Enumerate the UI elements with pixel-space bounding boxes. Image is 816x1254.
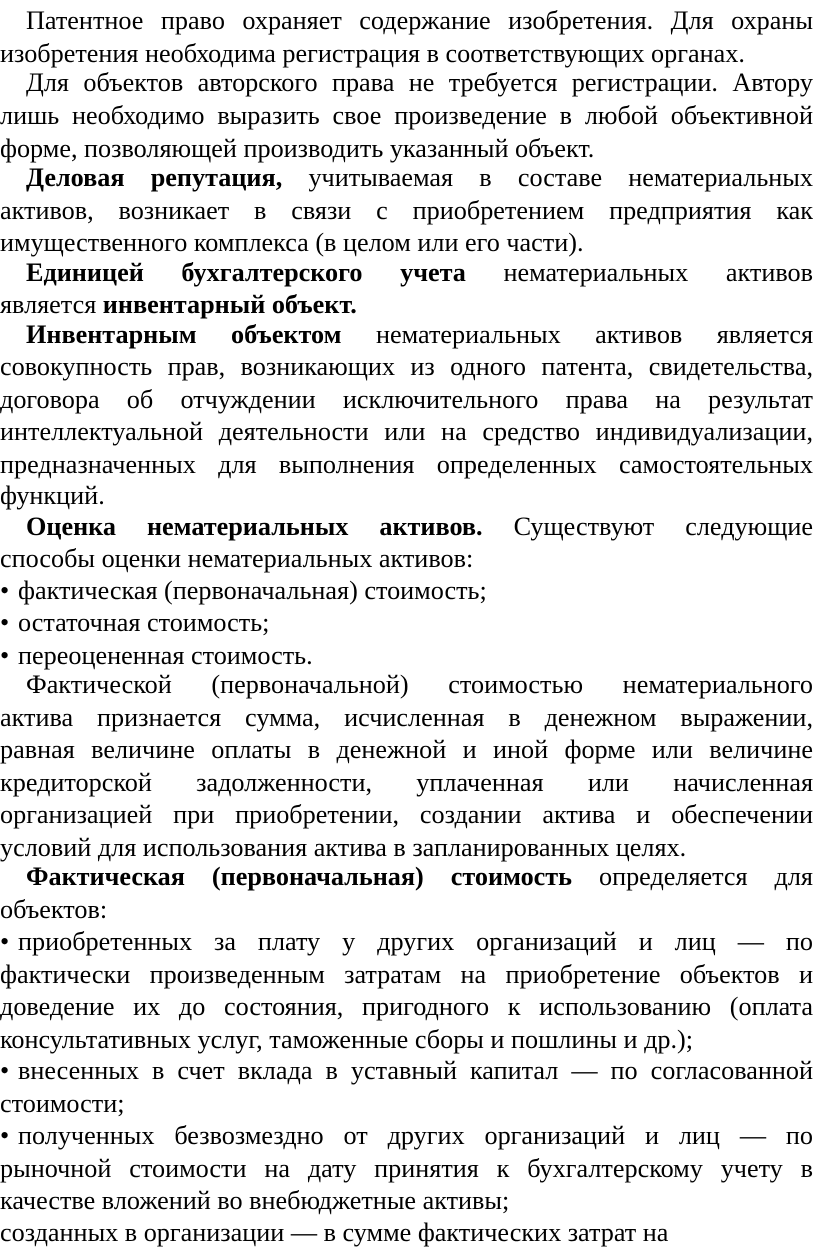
paragraph-text: учитываемая в составе нематериальных bbox=[282, 162, 813, 192]
bullet: • bbox=[0, 608, 10, 638]
list-item bbox=[0, 925, 813, 960]
paragraph-line: Для объектов авторского права не требуется регистрации. Автору bbox=[26, 68, 813, 97]
list-item bbox=[0, 1054, 813, 1089]
bold-term: Фактическая (первоначальная) стоимость bbox=[26, 861, 572, 891]
paragraph-line: актива признается сумма, исчисленная в денежном выражении, bbox=[0, 703, 813, 733]
paragraph-text: Существуют следующие bbox=[482, 511, 813, 541]
list-item-text: остаточная стоимость; bbox=[18, 608, 270, 638]
list-item-text: фактическая (первоначальная) стоимость; bbox=[18, 576, 487, 606]
paragraph-line: рыночной стоимости на дату принятия к бухгалтерскому учету в bbox=[0, 1154, 813, 1184]
list-item bbox=[0, 606, 813, 641]
paragraph-line: кредиторской задолженности, уплаченная или начисленная bbox=[0, 768, 813, 797]
paragraph-line: условий для использования актива в запланированных целях. bbox=[0, 832, 687, 862]
paragraph-line: созданных в организации — в сумме фактических затрат на bbox=[0, 1218, 669, 1247]
list-item bbox=[0, 574, 813, 609]
paragraph-line bbox=[26, 161, 813, 196]
paragraph-line: организацией при приобретении, создании актива и обеспечении bbox=[0, 799, 813, 829]
bold-term: инвентарный объект. bbox=[102, 289, 357, 319]
paragraph-line: изобретения необходима регистрация в соответствующих органах. bbox=[0, 38, 745, 68]
list-item-text: полученных безвозмездно от других организаций и лиц — по bbox=[18, 1121, 813, 1151]
paragraph-line: фактически произведенным затратам на приобретение объектов и bbox=[0, 959, 813, 989]
list-item-text: переоцененная стоимость. bbox=[18, 641, 313, 671]
paragraph-line: качестве вложений во внебюджетные активы; bbox=[0, 1186, 510, 1216]
paragraph-text: определяется для bbox=[572, 861, 813, 891]
bullet: • bbox=[0, 1056, 10, 1086]
list-item bbox=[0, 1119, 813, 1154]
paragraph-line: способы оценки нематериальных активов: bbox=[0, 544, 474, 574]
paragraph-line: Патентное право охраняет содержание изобретения. Для охраны bbox=[26, 6, 813, 35]
paragraph-text: нематериальных активов bbox=[465, 257, 813, 287]
bullet: • bbox=[0, 926, 10, 956]
bold-term: Оценка нематериальных активов. bbox=[26, 511, 483, 541]
paragraph-line bbox=[26, 510, 813, 545]
list-item-text: внесенных в счет вклада в уставный капитал — по согласованной bbox=[18, 1056, 813, 1086]
paragraph-line bbox=[26, 256, 813, 291]
bold-term: Единицей бухгалтерского учета bbox=[26, 257, 466, 287]
paragraph-line bbox=[26, 318, 813, 353]
bullet: • bbox=[0, 641, 10, 671]
paragraph-line: объектов: bbox=[0, 894, 108, 924]
paragraph-line: Фактической (первоначальной) стоимостью нематериального bbox=[26, 670, 813, 700]
paragraph-line: имущественного комплекса (в целом или его части). bbox=[0, 227, 584, 257]
paragraph-line: консультативных услуг, таможенные сборы и пошлины и др.); bbox=[0, 1024, 694, 1054]
bullet: • bbox=[0, 576, 10, 606]
list-item-text: приобретенных за плату у других организаций и лиц — по bbox=[18, 926, 813, 956]
paragraph-text: нематериальных активов является bbox=[341, 319, 813, 349]
paragraph-line: стоимости; bbox=[0, 1089, 125, 1119]
bullet: • bbox=[0, 1121, 10, 1151]
paragraph-line: функций. bbox=[0, 481, 105, 511]
paragraph-line: предназначенных для выполнения определенных самостоятельных bbox=[0, 449, 813, 479]
paragraph-line bbox=[26, 860, 813, 895]
paragraph-line: равная величине оплаты в денежной и иной форме или величине bbox=[0, 735, 813, 765]
bold-term: Инвентарным объектом bbox=[26, 319, 342, 349]
paragraph-line: лишь необходимо выразить свое произведение в любой объективной bbox=[0, 100, 813, 130]
paragraph-line: форме, позволяющей производить указанный объект. bbox=[0, 133, 595, 163]
paragraph-line: активов, возникает в связи с приобретением предприятия как bbox=[0, 195, 813, 225]
bold-term: Деловая репутация, bbox=[26, 162, 283, 192]
paragraph-line: договора об отчуждении исключительного права на результат bbox=[0, 384, 813, 414]
paragraph-line: интеллектуальной деятельности или на средство индивидуализации, bbox=[0, 416, 813, 446]
paragraph-text: является bbox=[0, 289, 103, 319]
paragraph-line: совокупность прав, возникающих из одного патента, свидетельства, bbox=[0, 351, 813, 381]
paragraph-line: доведение их до состояния, пригодного к использованию (оплата bbox=[0, 991, 813, 1021]
